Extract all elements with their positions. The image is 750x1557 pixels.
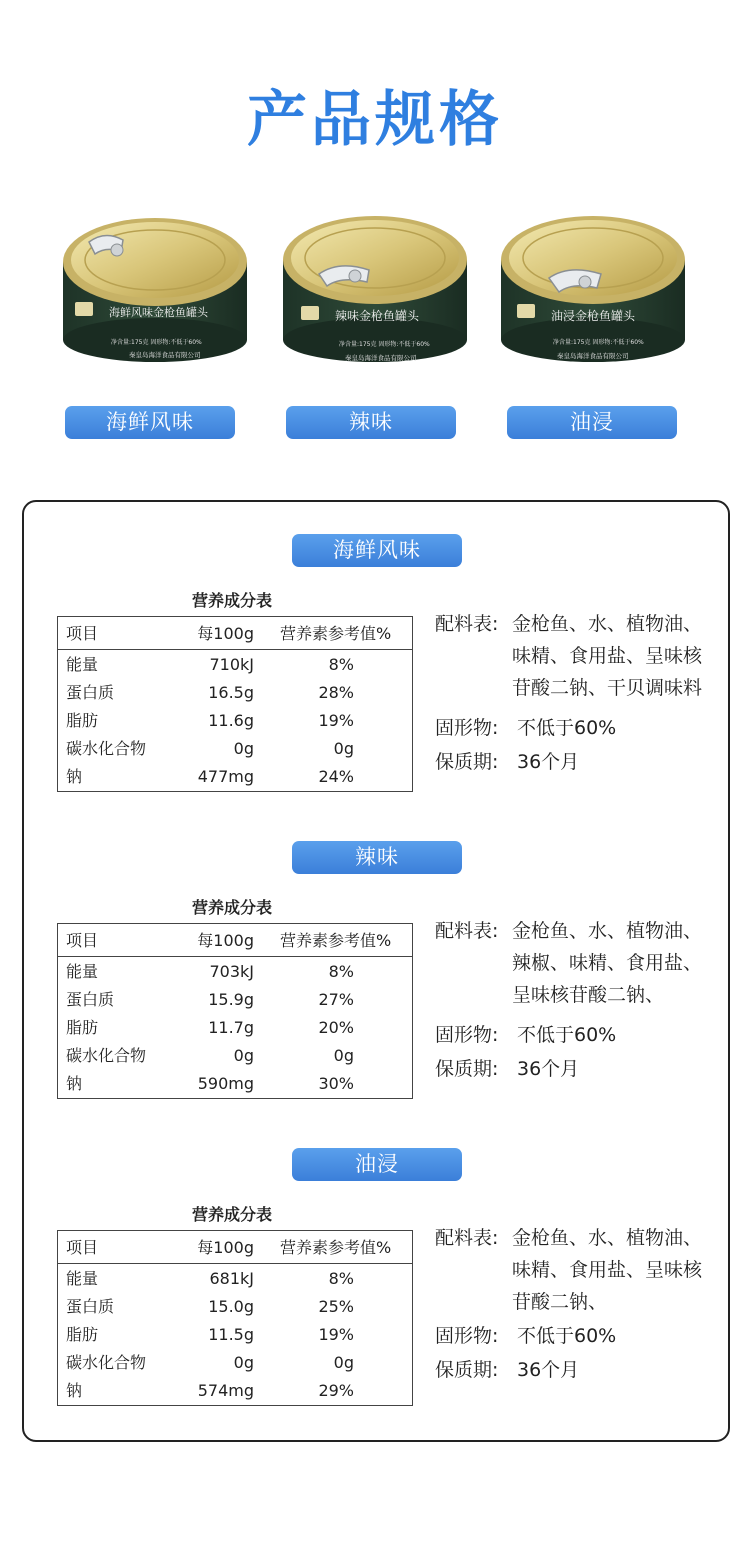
can-label: 油浸金枪鱼罐头	[551, 309, 636, 323]
header-item: 项目	[66, 1238, 99, 1257]
row-item: 钠	[66, 767, 83, 786]
row-item: 能量	[66, 655, 99, 674]
spec-section-seafood	[24, 502, 732, 786]
nutrition-table	[57, 1230, 413, 1406]
row-nrv: 8%	[328, 1269, 354, 1288]
row-nrv: 0g	[333, 1353, 354, 1372]
row-per100g: 703kJ	[209, 962, 254, 981]
row-nrv: 24%	[318, 767, 354, 786]
ingredients-line: 金枪鱼、水、植物油、	[512, 613, 703, 635]
solids-label: 固形物:	[435, 1325, 499, 1347]
ingredients-line: 金枪鱼、水、植物油、	[512, 1227, 703, 1249]
solids-value: 不低于60%	[517, 1325, 617, 1347]
row-per100g: 11.6g	[208, 711, 254, 730]
row-per100g: 710kJ	[209, 655, 254, 674]
nutrition-caption: 营养成分表	[192, 898, 273, 917]
shelf-value: 36个月	[517, 1359, 580, 1381]
row-per100g: 0g	[233, 739, 254, 758]
table-row	[58, 707, 412, 735]
table-row	[58, 1377, 412, 1405]
header-item: 项目	[66, 624, 99, 643]
can-label: 辣味金枪鱼罐头	[335, 309, 420, 323]
flavor-label-seafood: 海鲜风味	[65, 406, 235, 439]
row-nrv: 19%	[318, 711, 354, 730]
row-item: 钠	[66, 1381, 83, 1400]
row-per100g: 477mg	[197, 767, 254, 786]
ingredients-line: 苷酸二钠、	[512, 1291, 608, 1313]
table-row	[58, 986, 412, 1014]
can-maker: 秦皇岛海洋食品有限公司	[129, 351, 201, 359]
table-row	[58, 763, 412, 791]
ingredients-line: 辣椒、味精、食用盐、	[512, 952, 703, 974]
header-nrv: 营养素参考值%	[280, 931, 392, 950]
flavor-label-spicy: 辣味	[286, 406, 456, 439]
header-per100g: 每100g	[197, 624, 254, 643]
ingredients-line: 呈味核苷酸二钠、	[512, 984, 665, 1006]
section-title: 油浸	[292, 1148, 462, 1181]
header-per100g: 每100g	[197, 1238, 254, 1257]
row-per100g: 15.9g	[208, 990, 254, 1009]
table-row	[58, 679, 412, 707]
solids-value: 不低于60%	[517, 717, 617, 739]
row-nrv: 29%	[318, 1381, 354, 1400]
shelf-value: 36个月	[517, 1058, 580, 1080]
row-item: 脂肪	[66, 1325, 99, 1344]
ingredients-label: 配料表:	[435, 613, 499, 635]
header-per100g: 每100g	[197, 931, 254, 950]
row-item: 碳水化合物	[66, 739, 147, 758]
solids-label: 固形物:	[435, 1024, 499, 1046]
row-per100g: 11.7g	[208, 1018, 254, 1037]
row-item: 能量	[66, 962, 99, 981]
row-item: 钠	[66, 1074, 83, 1093]
table-header	[58, 619, 412, 650]
table-header	[58, 1233, 412, 1264]
nutrition-caption: 营养成分表	[192, 591, 273, 610]
section-title: 辣味	[292, 841, 462, 874]
ingredients-line: 味精、食用盐、呈味核	[512, 645, 703, 667]
row-nrv: 19%	[318, 1325, 354, 1344]
table-row	[58, 1349, 412, 1377]
table-header	[58, 926, 412, 957]
row-nrv: 0g	[333, 1046, 354, 1065]
header-nrv: 营养素参考值%	[280, 1238, 392, 1257]
ingredients-label: 配料表:	[435, 1227, 499, 1249]
can-maker: 秦皇岛海洋食品有限公司	[345, 354, 417, 362]
row-nrv: 28%	[318, 683, 354, 702]
section-title: 海鲜风味	[292, 534, 462, 567]
row-per100g: 681kJ	[209, 1269, 254, 1288]
row-per100g: 0g	[233, 1353, 254, 1372]
table-row	[58, 1265, 412, 1293]
row-per100g: 590mg	[197, 1074, 254, 1093]
shelf-label: 保质期:	[435, 751, 499, 773]
can-label: 海鲜风味金枪鱼罐头	[109, 306, 208, 319]
row-nrv: 27%	[318, 990, 354, 1009]
shelf-label: 保质期:	[435, 1058, 499, 1080]
nutrition-table	[57, 616, 413, 792]
ingredients-line: 苷酸二钠、干贝调味料	[512, 677, 703, 699]
row-item: 能量	[66, 1269, 99, 1288]
header-item: 项目	[66, 931, 99, 950]
ingredients-line: 金枪鱼、水、植物油、	[512, 920, 703, 942]
spicy-can-image	[279, 212, 471, 378]
row-nrv: 8%	[328, 655, 354, 674]
table-row	[58, 651, 412, 679]
header-nrv: 营养素参考值%	[280, 624, 392, 643]
table-row	[58, 1070, 412, 1098]
solids-value: 不低于60%	[517, 1024, 617, 1046]
nutrition-caption: 营养成分表	[192, 1205, 273, 1224]
table-row	[58, 958, 412, 986]
table-row	[58, 1014, 412, 1042]
row-item: 蛋白质	[66, 1297, 115, 1316]
can-net: 净含量:175克 固形物:不低于60%	[339, 341, 430, 348]
row-per100g: 16.5g	[208, 683, 254, 702]
row-nrv: 30%	[318, 1074, 354, 1093]
oil-can-image	[497, 212, 689, 378]
row-item: 蛋白质	[66, 990, 115, 1009]
row-item: 脂肪	[66, 711, 99, 730]
table-row	[58, 735, 412, 763]
ingredients-line: 味精、食用盐、呈味核	[512, 1259, 703, 1281]
row-nrv: 8%	[328, 962, 354, 981]
seafood-can-image	[59, 212, 251, 378]
row-item: 碳水化合物	[66, 1046, 147, 1065]
row-per100g: 574mg	[197, 1381, 254, 1400]
spec-section-oil	[24, 1116, 732, 1400]
can-maker: 秦皇岛海洋食品有限公司	[557, 352, 629, 360]
row-per100g: 0g	[233, 1046, 254, 1065]
spec-section-spicy	[24, 809, 732, 1093]
row-nrv: 25%	[318, 1297, 354, 1316]
solids-label: 固形物:	[435, 717, 499, 739]
ingredients-label: 配料表:	[435, 920, 499, 942]
can-net: 净含量:175克 固形物:不低于60%	[553, 339, 644, 346]
row-item: 碳水化合物	[66, 1353, 147, 1372]
table-row	[58, 1042, 412, 1070]
row-item: 脂肪	[66, 1018, 99, 1037]
row-per100g: 11.5g	[208, 1325, 254, 1344]
table-row	[58, 1321, 412, 1349]
can-net: 净含量:175克 固形物:不低于60%	[111, 339, 202, 346]
nutrition-table	[57, 923, 413, 1099]
flavor-label-oil: 油浸	[507, 406, 677, 439]
table-row	[58, 1293, 412, 1321]
row-item: 蛋白质	[66, 683, 115, 702]
row-per100g: 15.0g	[208, 1297, 254, 1316]
spec-panel	[22, 500, 730, 1442]
page-title: 产品规格	[247, 85, 503, 155]
shelf-label: 保质期:	[435, 1359, 499, 1381]
row-nrv: 20%	[318, 1018, 354, 1037]
shelf-value: 36个月	[517, 751, 580, 773]
row-nrv: 0g	[333, 739, 354, 758]
